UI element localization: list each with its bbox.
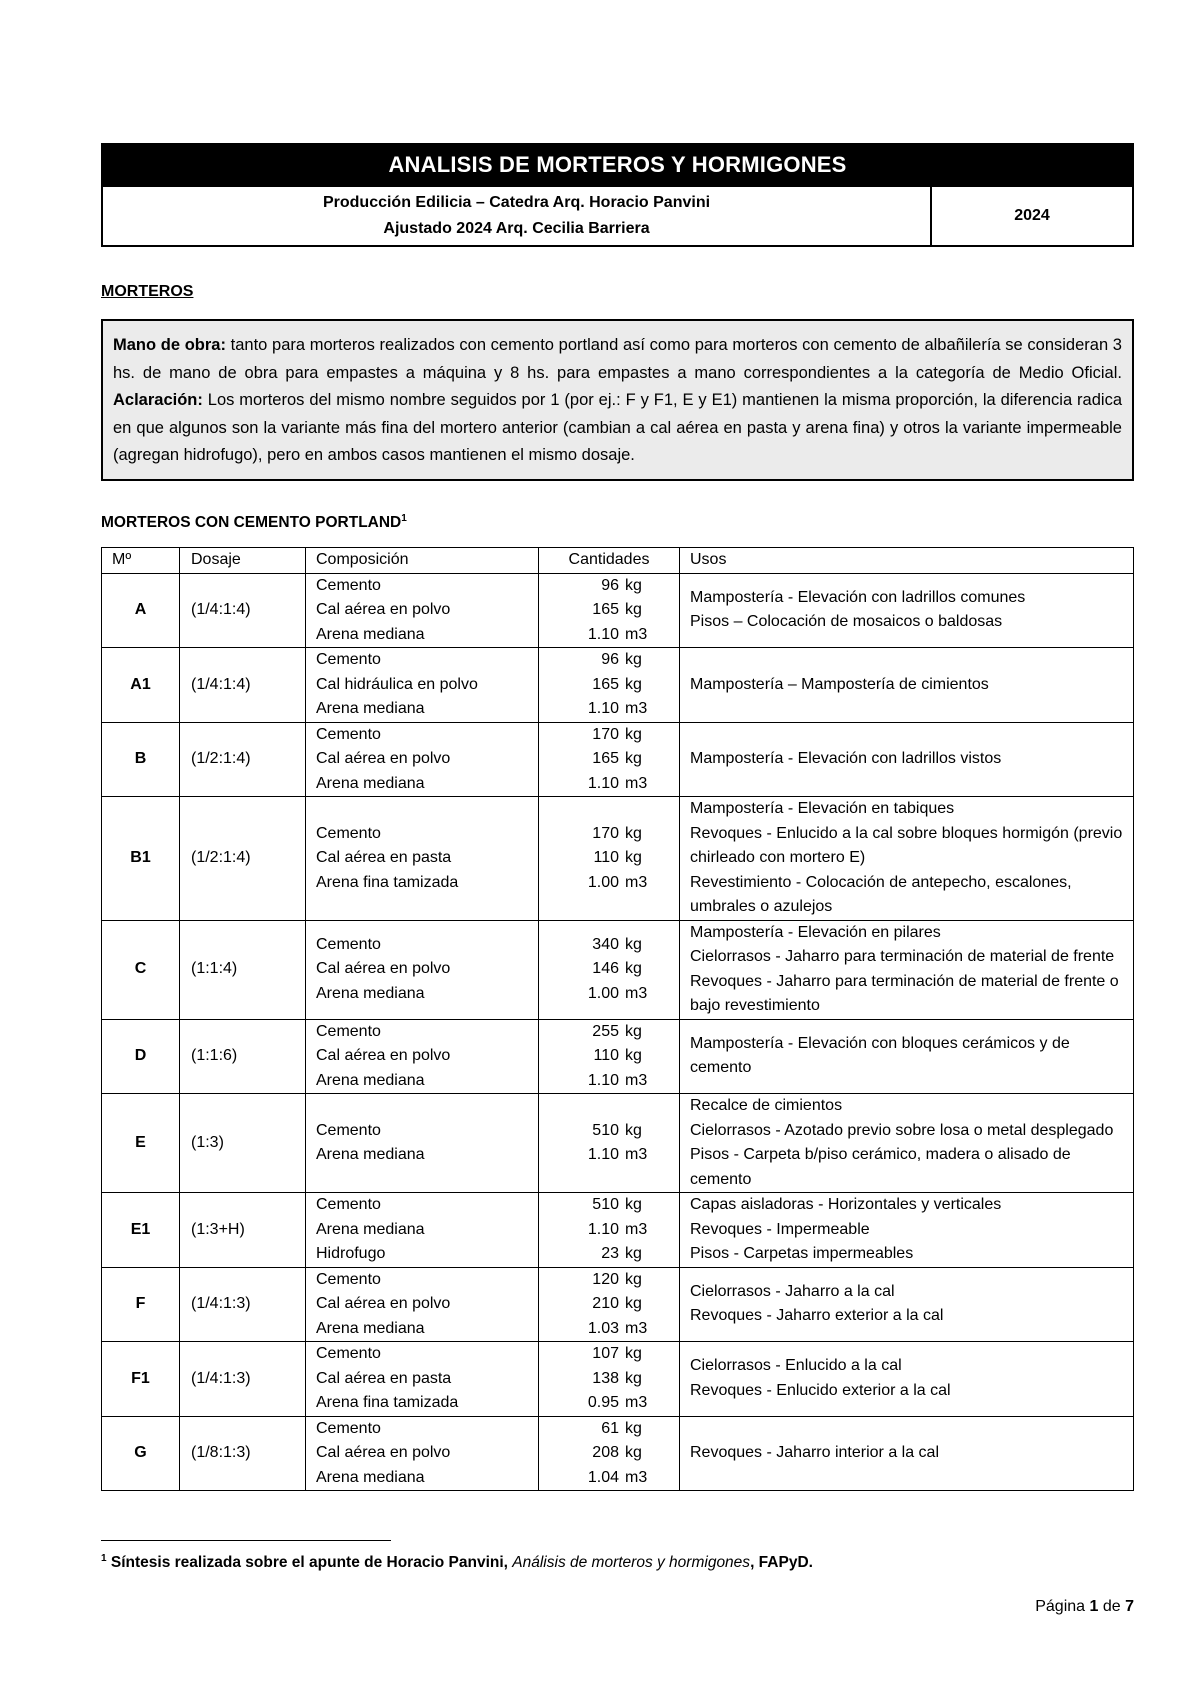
quantity-value: 61 — [601, 1419, 619, 1437]
composition-item: Cemento — [316, 576, 381, 594]
use-item: Mampostería - Elevación en tabiques — [690, 800, 955, 818]
col-header-dosage: Dosaje — [180, 547, 306, 573]
use-item: Cielorrasos - Azotado previo sobre losa o metal desplegado — [690, 1121, 1114, 1139]
labor-note — [101, 319, 1134, 481]
quantity-value: 208 — [592, 1444, 619, 1462]
quantity-unit: kg — [625, 750, 642, 768]
mortar-quantities — [539, 1019, 680, 1094]
table-row — [102, 722, 1134, 797]
composition-item: Cal aérea en polvo — [316, 960, 451, 978]
quantity-line — [539, 846, 679, 871]
mortar-composition — [306, 1019, 539, 1094]
quantity-line — [539, 1417, 679, 1442]
mortar-table — [101, 547, 1134, 1492]
note-text-1: tanto para morteros realizados con cemento portland así como para morteros con cemento de albañilería se consideran 3 hs. de mano de obra para empastes a máquina y 8 hs. para empastes a mano correspondientes a la categoría de — [113, 336, 1122, 382]
composition-item: Cemento — [316, 1419, 381, 1437]
composition-item: Cal aérea en polvo — [316, 1047, 451, 1065]
mortar-dosage: (1:1:6) — [180, 1019, 306, 1094]
quantity-value: 165 — [592, 601, 619, 619]
quantity-line — [539, 957, 679, 982]
mortar-uses — [680, 920, 1134, 1019]
quantity-unit: kg — [625, 651, 642, 669]
use-item: Revoques - Enlucido exterior a la cal — [690, 1381, 951, 1399]
use-item: Pisos – Colocación de mosaicos o baldosas — [690, 613, 1003, 631]
footnote-text: Síntesis realizada sobre el apunte de Horacio Panvini, — [106, 1554, 513, 1572]
mortar-uses — [680, 1094, 1134, 1193]
mortar-dosage: (1/4:1:3) — [180, 1267, 306, 1342]
mortar-uses — [680, 648, 1134, 723]
table-row — [102, 573, 1134, 648]
quantity-unit: kg — [625, 1369, 642, 1387]
table-header-row — [102, 547, 1134, 573]
mortar-uses — [680, 797, 1134, 921]
table-title — [101, 513, 1134, 532]
quantity-value: 1.10 — [587, 700, 619, 718]
use-item: Mampostería - Elevación con bloques cerámicos y de cemento — [690, 1034, 1070, 1077]
header-year: 2024 — [931, 186, 1133, 246]
quantity-unit: kg — [625, 675, 642, 693]
table-row — [102, 797, 1134, 921]
quantity-line — [539, 982, 679, 1007]
quantity-unit: kg — [625, 935, 642, 953]
mortar-composition — [306, 1416, 539, 1491]
table-row — [102, 1267, 1134, 1342]
use-item: Cielorrasos - Enlucido a la cal — [690, 1357, 902, 1375]
quantity-line — [539, 1119, 679, 1144]
note-text-3: Los morteros del mismo nombre seguidos por 1 (por ej.: F y F1, E y E1) mantienen la misma proporción, la diferencia radica en que algunos son la variante más fina del mortero anterior (cambian a cal aérea en pasta y arena fina) y otros la variante impermeable (agregan hidrofugo), pero en ambos casos mantienen el mismo dosaje. — [113, 391, 1122, 464]
quantity-unit: kg — [625, 960, 642, 978]
quantity-unit: m3 — [625, 1220, 648, 1238]
use-item: Revoques - Impermeable — [690, 1220, 870, 1238]
mortar-dosage: (1/4:1:4) — [180, 648, 306, 723]
use-item: Revoques - Jaharro exterior a la cal — [690, 1307, 944, 1325]
table-row — [102, 920, 1134, 1019]
quantity-unit: m3 — [625, 873, 648, 891]
quantity-line — [539, 598, 679, 623]
quantity-line — [539, 1342, 679, 1367]
use-item: Revestimiento - Colocación de antepecho, escalones, umbrales o azulejos — [690, 873, 1072, 916]
quantity-unit: m3 — [625, 1394, 648, 1412]
mortar-uses — [680, 1416, 1134, 1491]
quantity-value: 1.04 — [587, 1468, 619, 1486]
quantity-value: 110 — [593, 1047, 619, 1065]
composition-item: Arena fina tamizada — [316, 873, 459, 891]
mortar-quantities — [539, 1416, 680, 1491]
mortar-id: F1 — [102, 1342, 180, 1417]
quantity-line — [539, 1044, 679, 1069]
quantity-line — [539, 1441, 679, 1466]
quantity-value: 1.03 — [587, 1319, 619, 1337]
quantity-unit: kg — [625, 1121, 642, 1139]
composition-item: Cemento — [316, 824, 381, 842]
mortar-uses — [680, 1019, 1134, 1094]
table-row — [102, 648, 1134, 723]
page-total: 7 — [1125, 1598, 1134, 1615]
quantity-value: 210 — [592, 1295, 619, 1313]
quantity-value: 1.10 — [587, 1146, 619, 1164]
mortar-quantities — [539, 1267, 680, 1342]
quantity-unit: kg — [625, 1419, 642, 1437]
header-credits — [102, 186, 931, 246]
quantity-unit: kg — [625, 1245, 642, 1263]
quantity-value: 23 — [601, 1245, 619, 1263]
mortar-uses — [680, 573, 1134, 648]
document-page — [101, 143, 1134, 1491]
quantity-value: 0.95 — [587, 1394, 619, 1412]
quantity-value: 510 — [592, 1121, 619, 1139]
mortar-uses — [680, 1267, 1134, 1342]
header-table — [101, 143, 1134, 247]
quantity-value: 1.00 — [587, 873, 619, 891]
use-item: Mampostería - Elevación con ladrillos comunes — [690, 588, 1026, 606]
quantity-unit: kg — [625, 824, 642, 842]
mortar-composition — [306, 1342, 539, 1417]
mortar-id: B — [102, 722, 180, 797]
page-of: de — [1098, 1598, 1126, 1615]
composition-item: Arena mediana — [316, 1319, 425, 1337]
mortar-quantities — [539, 1342, 680, 1417]
mortar-dosage: (1/2:1:4) — [180, 722, 306, 797]
mortar-quantities — [539, 573, 680, 648]
quantity-unit: kg — [625, 1022, 642, 1040]
mortar-dosage: (1:3+H) — [180, 1193, 306, 1268]
quantity-line — [539, 1218, 679, 1243]
quantity-line — [539, 747, 679, 772]
quantity-line — [539, 623, 679, 648]
composition-item: Arena fina tamizada — [316, 1394, 459, 1412]
mortar-dosage: (1/2:1:4) — [180, 797, 306, 921]
mortar-id: E1 — [102, 1193, 180, 1268]
mortar-quantities — [539, 1193, 680, 1268]
quantity-value: 255 — [592, 1022, 619, 1040]
note-label-labor: Mano de obra: — [113, 336, 226, 354]
col-header-quantities: Cantidades — [539, 547, 680, 573]
quantity-value: 340 — [592, 935, 619, 953]
quantity-line — [539, 697, 679, 722]
note-label-category: Medio Oficial — [1018, 363, 1118, 382]
quantity-value: 1.10 — [587, 1071, 619, 1089]
mortar-dosage: (1/4:1:3) — [180, 1342, 306, 1417]
quantity-unit: kg — [625, 1295, 642, 1313]
quantity-line — [539, 772, 679, 797]
quantity-value: 96 — [601, 651, 619, 669]
page-label: Página — [1035, 1598, 1090, 1615]
mortar-id: A1 — [102, 648, 180, 723]
use-item: Revoques - Jaharro para terminación de material de frente o bajo revestimiento — [690, 972, 1119, 1015]
document-title: ANALISIS DE MORTEROS Y HORMIGONES — [102, 144, 1133, 186]
use-item: Revoques - Jaharro interior a la cal — [690, 1444, 940, 1462]
note-text-2: . — [1117, 363, 1122, 382]
mortar-id: D — [102, 1019, 180, 1094]
page-number — [1035, 1598, 1134, 1616]
quantity-unit: m3 — [625, 625, 648, 643]
mortar-id: G — [102, 1416, 180, 1491]
composition-item: Arena mediana — [316, 1220, 425, 1238]
use-item: Recalce de cimientos — [690, 1097, 843, 1115]
col-header-composition: Composición — [306, 547, 539, 573]
use-item: Pisos - Carpeta b/piso cerámico, madera o alisado de cemento — [690, 1146, 1071, 1188]
mortar-table-body — [102, 573, 1134, 1491]
quantity-line — [539, 1069, 679, 1094]
quantity-unit: m3 — [625, 984, 648, 1002]
composition-item: Arena mediana — [316, 1146, 425, 1164]
composition-item: Cal aérea en polvo — [316, 1444, 451, 1462]
composition-item: Cemento — [316, 1196, 381, 1214]
mortar-dosage: (1:3) — [180, 1094, 306, 1193]
mortar-composition — [306, 1094, 539, 1193]
quantity-line — [539, 933, 679, 958]
quantity-line — [539, 1020, 679, 1045]
composition-item: Cemento — [316, 651, 381, 669]
quantity-value: 120 — [592, 1270, 619, 1288]
use-item: Mampostería – Mampostería de cimientos — [690, 675, 989, 693]
mortar-quantities — [539, 722, 680, 797]
quantity-line — [539, 1268, 679, 1293]
quantity-value: 1.00 — [587, 984, 619, 1002]
quantity-line — [539, 1242, 679, 1267]
quantity-unit: kg — [625, 601, 642, 619]
composition-item: Arena mediana — [316, 1468, 425, 1486]
use-item: Cielorrasos - Jaharro para terminación de material de frente — [690, 948, 1115, 966]
quantity-value: 510 — [592, 1196, 619, 1214]
header-line-1: Producción Edilicia – Catedra Arq. Horacio Panvini — [322, 194, 711, 211]
mortar-id: C — [102, 920, 180, 1019]
quantity-value: 138 — [592, 1369, 619, 1387]
quantity-value: 165 — [592, 675, 619, 693]
quantity-unit: m3 — [625, 1071, 648, 1089]
footnote — [101, 1553, 813, 1572]
table-row — [102, 1342, 1134, 1417]
composition-item: Cal aérea en polvo — [316, 1295, 451, 1313]
footnote-divider — [101, 1540, 391, 1541]
mortar-id: E — [102, 1094, 180, 1193]
mortar-dosage: (1/8:1:3) — [180, 1416, 306, 1491]
quantity-value: 170 — [592, 824, 619, 842]
quantity-unit: m3 — [625, 1146, 648, 1164]
quantity-line — [539, 723, 679, 748]
quantity-value: 1.10 — [587, 625, 619, 643]
mortar-uses — [680, 722, 1134, 797]
col-header-number: Mº — [102, 547, 180, 573]
mortar-quantities — [539, 920, 680, 1019]
composition-item: Arena mediana — [316, 774, 425, 792]
composition-item: Cal aérea en pasta — [316, 849, 452, 867]
mortar-id: A — [102, 573, 180, 648]
mortar-quantities — [539, 1094, 680, 1193]
composition-item: Cemento — [316, 1022, 381, 1040]
quantity-value: 107 — [592, 1345, 619, 1363]
quantity-line — [539, 871, 679, 896]
quantity-line — [539, 1466, 679, 1491]
quantity-value: 96 — [601, 576, 619, 594]
quantity-line — [539, 1391, 679, 1416]
composition-item: Cal hidráulica en polvo — [316, 675, 478, 693]
quantity-unit: m3 — [625, 774, 648, 792]
footnote-title: Análisis de morteros y hormigones — [512, 1554, 751, 1572]
mortar-dosage: (1:1:4) — [180, 920, 306, 1019]
note-label-clarification: Aclaración: — [113, 391, 203, 409]
composition-item: Cemento — [316, 725, 381, 743]
page-current: 1 — [1089, 1598, 1099, 1615]
composition-item: Cal aérea en polvo — [316, 750, 451, 768]
quantity-value: 170 — [592, 725, 619, 743]
quantity-value: 1.10 — [587, 1220, 619, 1238]
footnote-mark: 1 — [101, 1553, 107, 1564]
use-item: Cielorrasos - Jaharro a la cal — [690, 1282, 895, 1300]
mortar-quantities — [539, 797, 680, 921]
table-row — [102, 1019, 1134, 1094]
composition-item: Cal aérea en polvo — [316, 601, 451, 619]
table-row — [102, 1094, 1134, 1193]
quantity-line — [539, 673, 679, 698]
quantity-value: 110 — [593, 849, 619, 867]
mortar-uses — [680, 1342, 1134, 1417]
composition-item: Hidrofugo — [316, 1245, 386, 1263]
quantity-value: 165 — [592, 750, 619, 768]
composition-item: Arena mediana — [316, 625, 425, 643]
mortar-composition — [306, 722, 539, 797]
quantity-line — [539, 822, 679, 847]
quantity-unit: kg — [625, 849, 642, 867]
quantity-unit: kg — [625, 1270, 642, 1288]
mortar-id: F — [102, 1267, 180, 1342]
composition-item: Cemento — [316, 1345, 381, 1363]
composition-item: Arena mediana — [316, 700, 425, 718]
use-item: Revoques - Enlucido a la cal sobre bloques hormigón (previo chirleado con mortero E) — [690, 824, 1123, 867]
quantity-unit: kg — [625, 1047, 642, 1065]
quantity-unit: m3 — [625, 700, 648, 718]
table-title-text: MORTEROS CON CEMENTO PORTLAND — [101, 513, 402, 531]
mortar-composition — [306, 1193, 539, 1268]
use-item: Capas aisladoras - Horizontales y verticales — [690, 1196, 1002, 1214]
quantity-line — [539, 1367, 679, 1392]
use-item: Pisos - Carpetas impermeables — [690, 1245, 914, 1263]
header-line-2: Ajustado 2024 Arq. Cecilia Barriera — [383, 220, 650, 237]
mortar-composition — [306, 648, 539, 723]
mortar-dosage: (1/4:1:4) — [180, 573, 306, 648]
mortar-uses — [680, 1193, 1134, 1268]
mortar-composition — [306, 573, 539, 648]
quantity-unit: m3 — [625, 1319, 648, 1337]
quantity-line — [539, 574, 679, 599]
mortar-quantities — [539, 648, 680, 723]
quantity-line — [539, 1143, 679, 1168]
quantity-line — [539, 1292, 679, 1317]
quantity-line — [539, 1317, 679, 1342]
quantity-unit: m3 — [625, 1468, 648, 1486]
col-header-uses: Usos — [680, 547, 1134, 573]
quantity-unit: kg — [625, 576, 642, 594]
composition-item: Arena mediana — [316, 1071, 425, 1089]
mortar-id: B1 — [102, 797, 180, 921]
quantity-unit: kg — [625, 1345, 642, 1363]
use-item: Mampostería - Elevación con ladrillos vistos — [690, 750, 1002, 768]
mortar-composition — [306, 797, 539, 921]
footnote-end: , FAPyD. — [750, 1554, 813, 1572]
quantity-line — [539, 648, 679, 673]
composition-item: Cemento — [316, 935, 381, 953]
composition-item: Cemento — [316, 1121, 381, 1139]
composition-item: Cemento — [316, 1270, 381, 1288]
quantity-line — [539, 1193, 679, 1218]
quantity-unit: kg — [625, 725, 642, 743]
use-item: Mampostería - Elevación en pilares — [690, 923, 941, 941]
section-title: MORTEROS — [101, 283, 194, 300]
quantity-value: 146 — [592, 960, 619, 978]
composition-item: Arena mediana — [316, 984, 425, 1002]
quantity-unit: kg — [625, 1444, 642, 1462]
composition-item: Cal aérea en pasta — [316, 1369, 452, 1387]
quantity-unit: kg — [625, 1196, 642, 1214]
quantity-value: 1.10 — [587, 774, 619, 792]
footnote-ref: 1 — [401, 512, 407, 524]
table-row — [102, 1416, 1134, 1491]
mortar-composition — [306, 1267, 539, 1342]
mortar-composition — [306, 920, 539, 1019]
table-row — [102, 1193, 1134, 1268]
